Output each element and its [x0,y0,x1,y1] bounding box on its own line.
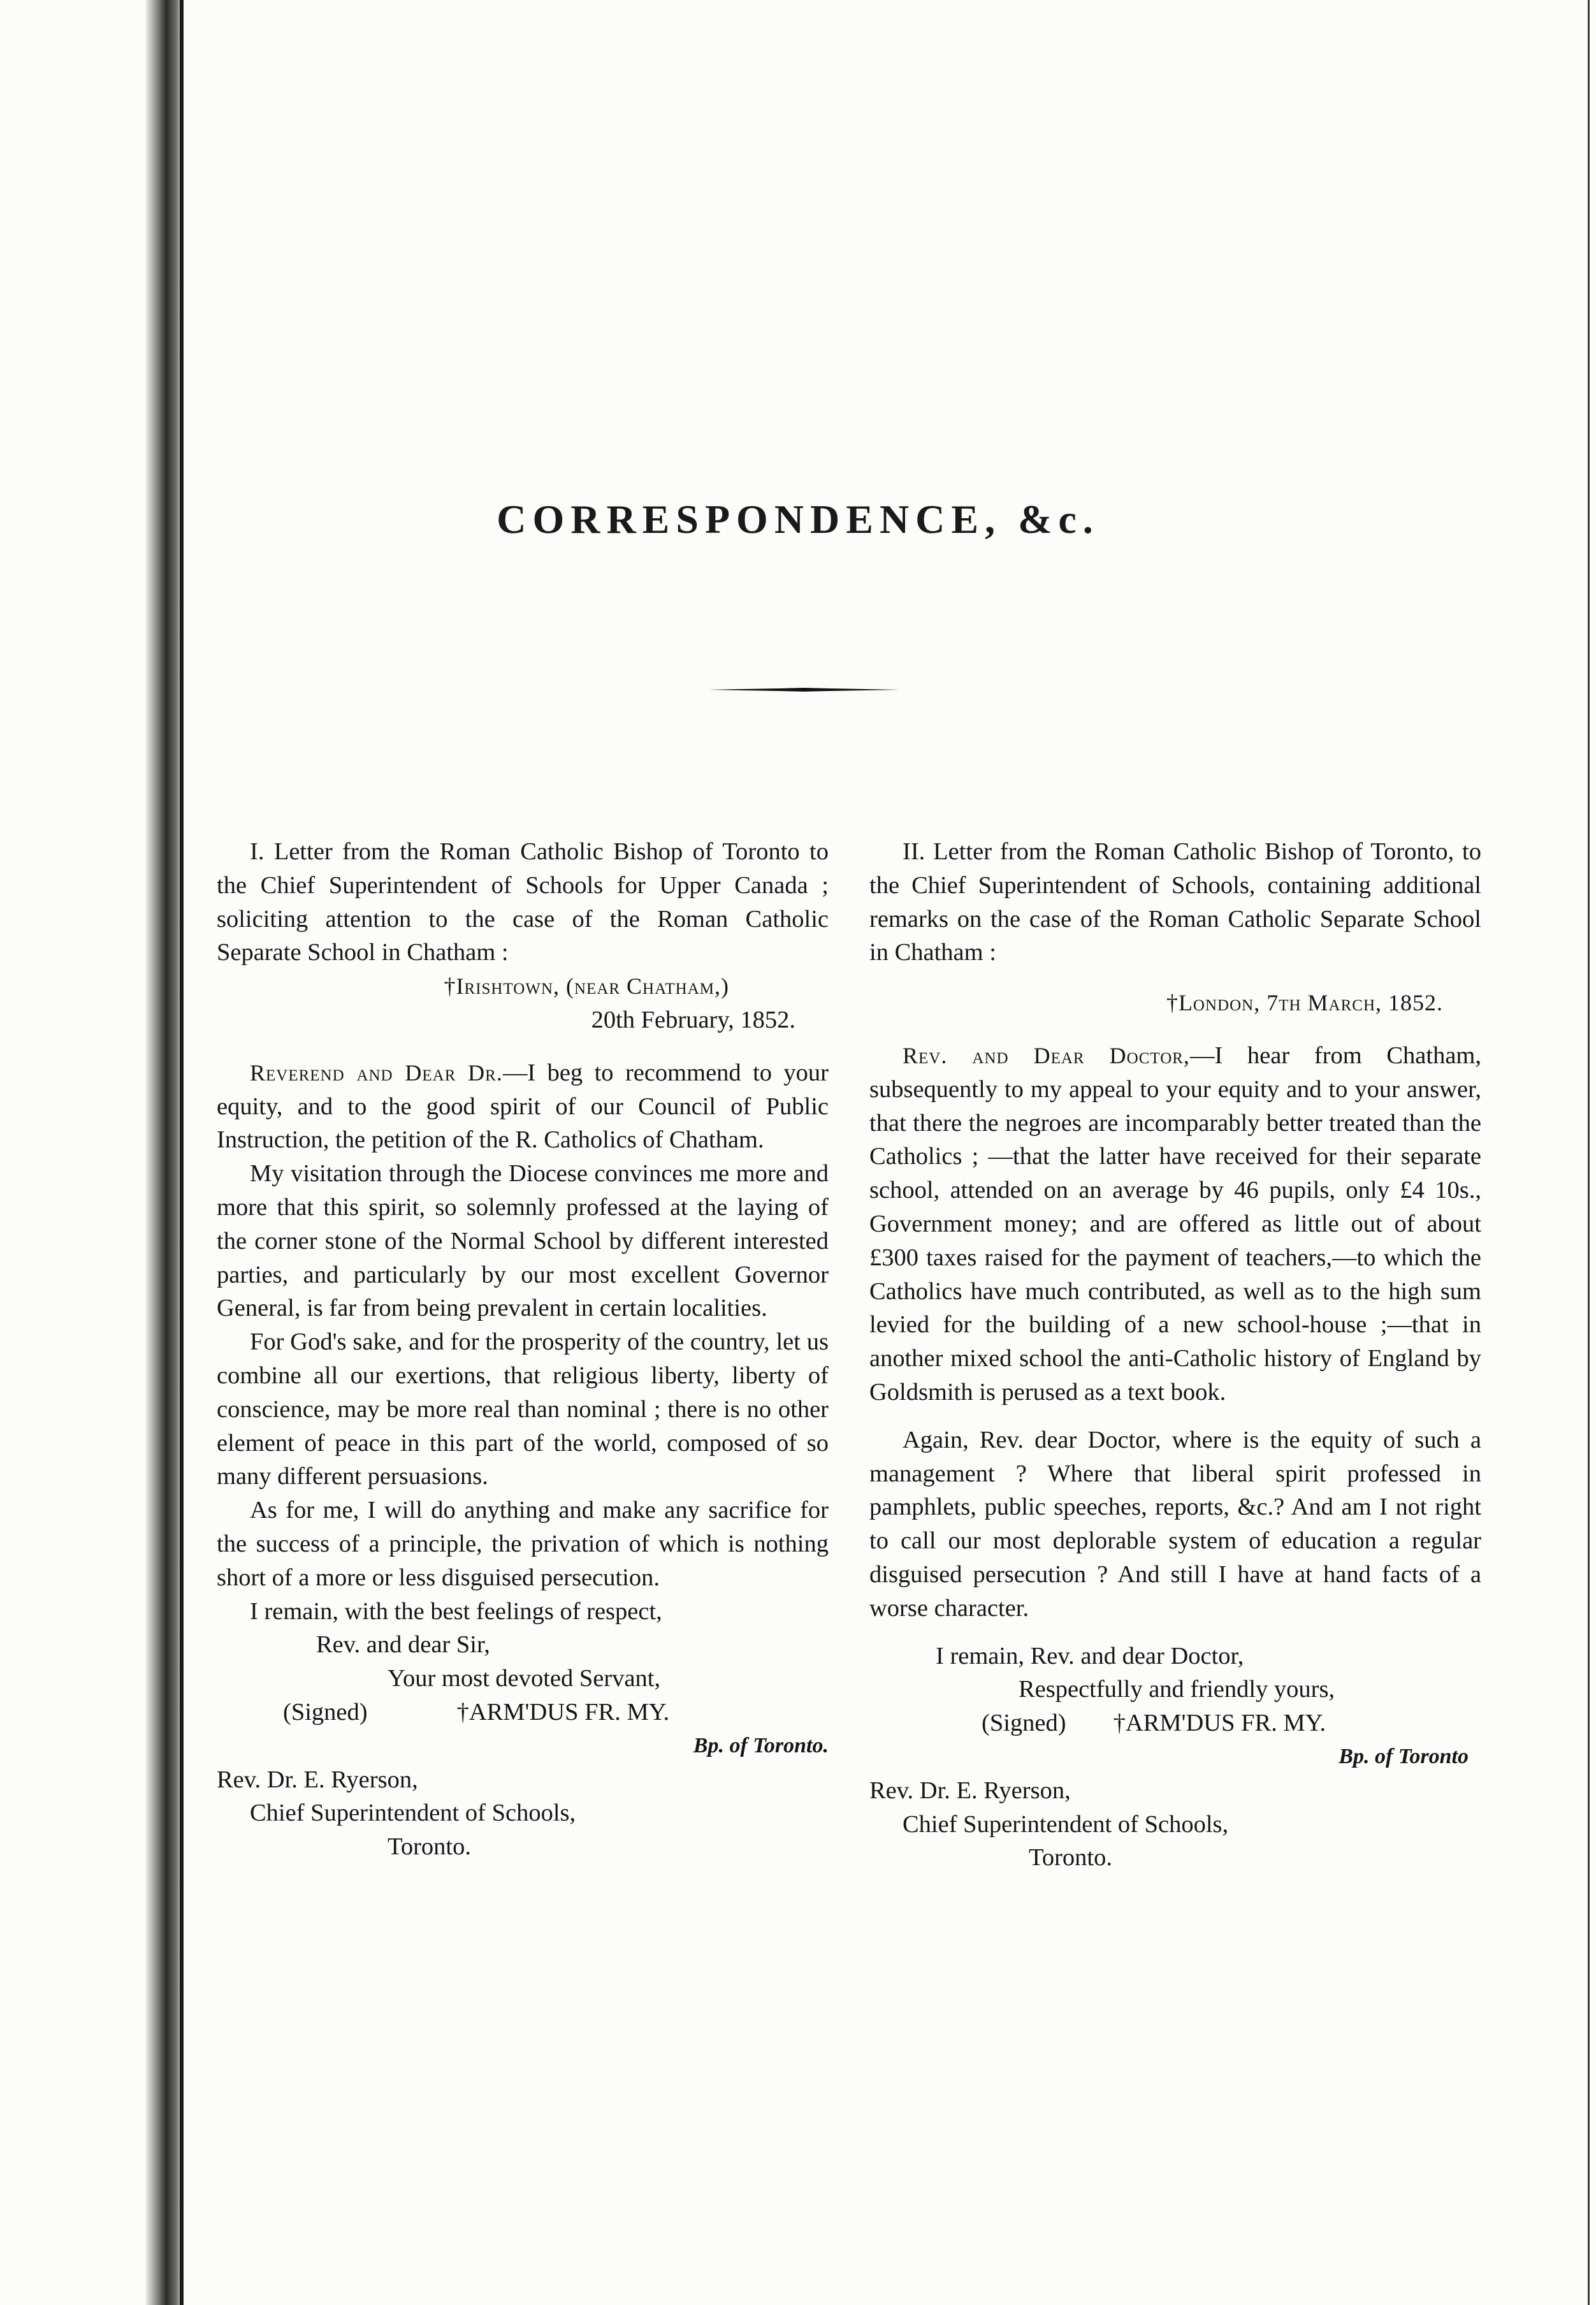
letter-one-signature: †ARM'DUS FR. MY. [456,1698,670,1726]
page-title: CORRESPONDENCE, &c. [497,497,1099,542]
letter-one-paragraph-3: For God's sake, and for the prosperity of the country, let us combine all our exertions, that religious liberty, liberty of conscience, may be more real than nominal ; there is no other element of peace in this part of the world, composed of so many different persuasions. [217,1328,829,1490]
letter-one-addressee-3: Toronto. [388,1833,471,1861]
letter-one-dateline-date: 20th February, 1852. [591,1006,795,1033]
letter-one-signature-line [217,1696,829,1729]
letter-two-paragraph-2: Again, Rev. dear Doctor, where is the equity of such a management ? Where that liberal spirit professed in pamphlets, public speeches, reports, &c.? And am I not right to call our most deplorable system of education a regular disguised persecution ? And still I have at hand facts of a worse character. [869,1426,1481,1622]
gutter-rule [180,0,184,2305]
letter-one-signed-label: (Signed) [283,1698,368,1726]
letter-one-closing-2: Rev. and dear Sir, [316,1631,490,1659]
letter-two-heading: II. Letter from the Roman Catholic Bishop of Toronto, to the Chief Superintendent of Schools, containing additional remarks on the case of the Roman Catholic Separate School in Chatham : [869,838,1481,966]
letter-two-bishop-title: Bp. of Toronto [1338,1744,1469,1768]
letter-one-column [217,835,829,1864]
letter-two-dateline: †London, 7th March, 1852. [1166,990,1443,1016]
letter-two-salutation: Rev. and Dear Doctor, [903,1042,1190,1068]
letter-one-heading: I. Letter from the Roman Catholic Bishop of Toronto to the Chief Superintendent of Schools for Upper Canada ; soliciting attention to the case of the Roman Catholic Separate School in Chatham : [217,838,829,966]
letter-one-dateline-place: †Irishtown, (near Chatham,) [444,973,729,1000]
letter-two-addressee-2: Chief Superintendent of Schools, [903,1810,1229,1838]
letter-two-addressee-1: Rev. Dr. E. Ryerson, [869,1777,1071,1804]
letter-one-paragraph-4: As for me, I will do anything and make any sacrifice for the success of a principle, the privation of which is nothing short of a more or less disguised persecution. [217,1497,829,1591]
letter-two-column [869,835,1481,1875]
letter-one-addressee-1: Rev. Dr. E. Ryerson, [217,1766,418,1793]
letter-two-signature-line [869,1706,1481,1740]
letter-two-addressee-3: Toronto. [1029,1844,1112,1872]
letter-two-closing-2: Respectfully and friendly yours, [1019,1676,1335,1703]
letter-one-closing-1: I remain, with the best feelings of respect, [250,1597,662,1625]
binding-gutter [145,0,184,2305]
letter-two-signature: †ARM'DUS FR. MY. [1113,1710,1326,1737]
letter-two-closing-1: I remain, Rev. and dear Doctor, [936,1642,1244,1669]
title-ornament-rule [709,687,900,692]
letter-two-paragraph-1: Rev. and Dear Doctor,—I hear from Chatham, subsequently to my appeal to your equity and to your answer, that there the negroes are incomparably better treated than the Catholics ; —that the latter have received for their separate school, attended on an average by 46 pupils, only £4 10s., Government money; and are offered as little out of about £300 taxes raised for the payment of teachers,—to which the Catholics have much contributed, as well as to the high sum levied for the building of a new school-house ;—that in another mixed school the anti-Catholic history of England by Goldsmith is perused as a text book. [869,1042,1481,1406]
letter-two-signed-label: (Signed) [982,1710,1066,1737]
letter-one-salutation: Reverend and Dear Dr. [250,1059,503,1086]
page-edge-rule [1588,0,1590,2305]
letter-one-closing-3: Your most devoted Servant, [388,1665,661,1692]
letter-one-addressee-2: Chief Superintendent of Schools, [250,1800,576,1827]
letter-one-bishop-title: Bp. of Toronto. [693,1733,829,1757]
letter-one-paragraph-2: My visitation through the Diocese convinces me more and more that this spirit, so solemnly professed at the laying of the corner stone of the Normal School by different interested parties, and particularly by our most excellent Governor General, is far from being prevalent in certain localities. [217,1160,829,1322]
letter-one-paragraph-1: Reverend and Dear Dr.—I beg to recommend to your equity, and to the good spirit of our Council of Public Instruction, the petition of the R. Catholics of Chatham. [217,1059,829,1154]
